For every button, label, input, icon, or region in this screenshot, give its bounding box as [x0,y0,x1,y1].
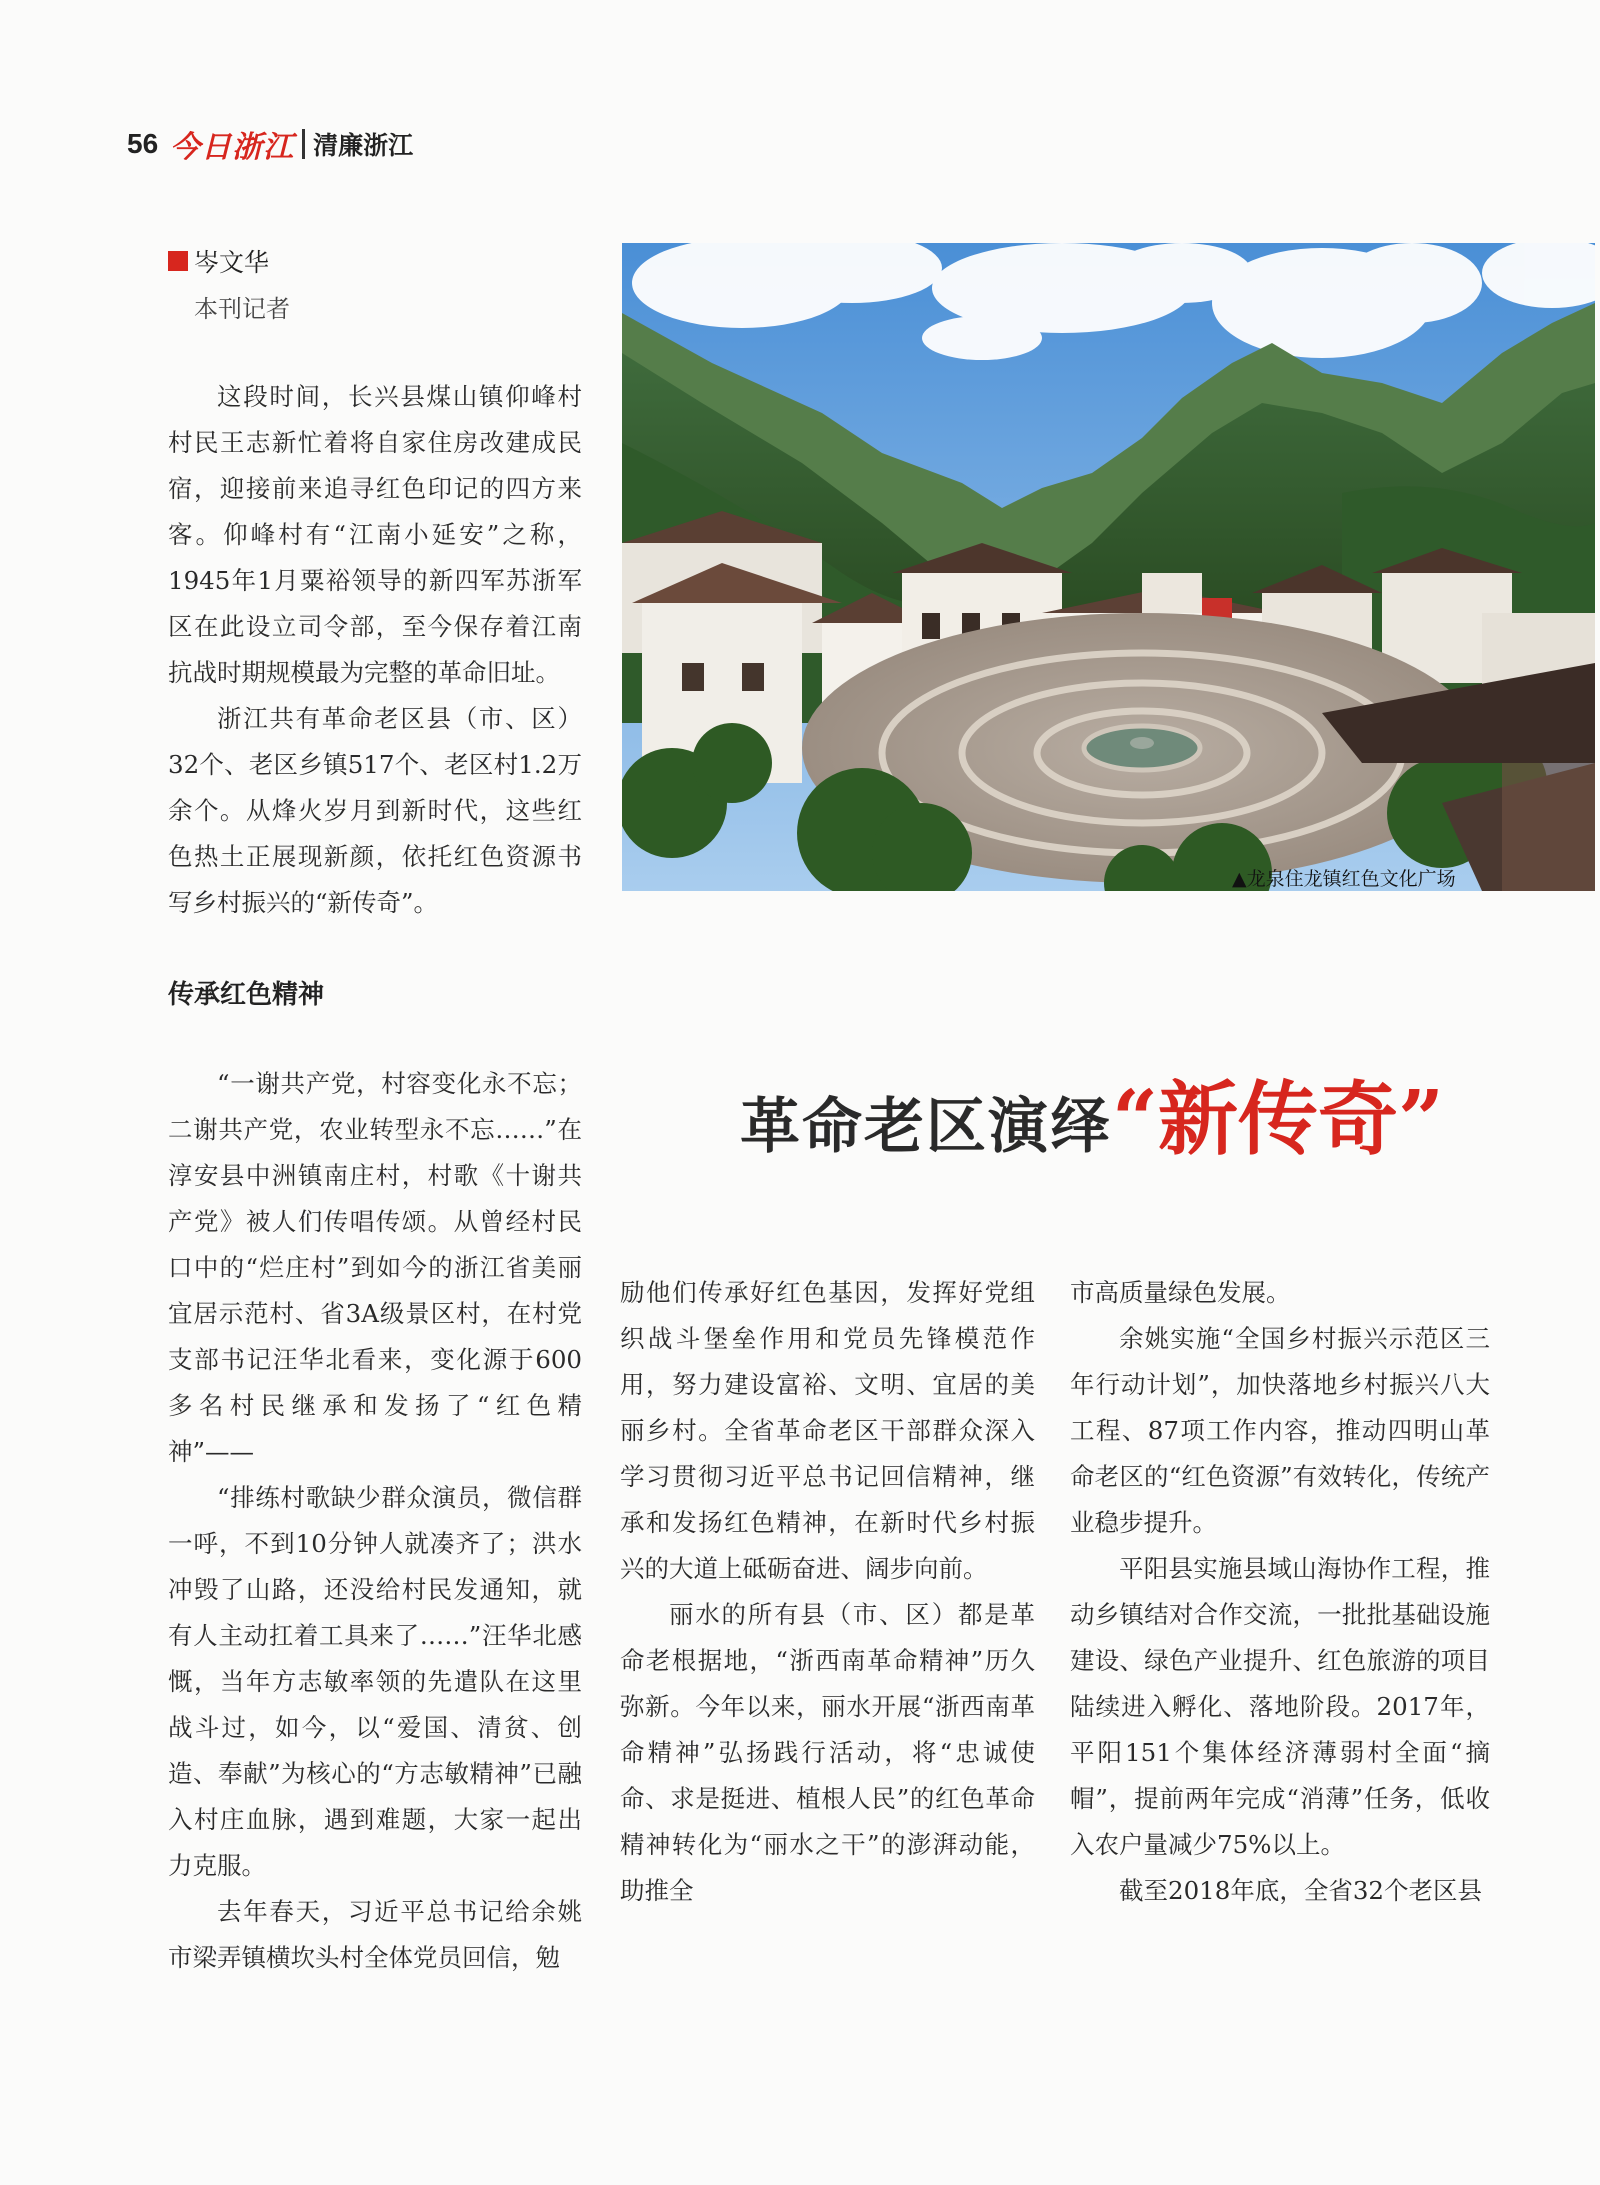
paragraph: 这段时间，长兴县煤山镇仰峰村村民王志新忙着将自家住房改建成民宿，迎接前来追寻红色印记的四方来客。仰峰村有“江南小延安”之称，1945年1月粟裕领导的新四军苏浙军区在此设立司令部，至今保存着江南抗战时期规模最为完整的革命旧址。 [168,382,582,687]
paragraph: 截至2018年底，全省32个老区县 [1119,1876,1483,1905]
title-accent: “新传奇” [1112,1072,1445,1166]
page-header [127,124,413,164]
article-title [740,1055,1444,1170]
title-main: 革命老区演绎 [740,1092,1112,1162]
photo-red-culture-square [622,243,1595,891]
author-name: 岑文华 [194,248,270,277]
page-number: 56 [127,128,159,159]
body-column-1-intro [168,374,582,926]
paragraph: 丽水的所有县（市、区）都是革命老根据地，“浙西南革命精神”历久弥新。今年以来，丽水开展“浙西南革命精神”弘扬践行活动，将“忠诚使命、求是挺进、植根人民”的红色革命精神转化为“丽水之干”的澎湃动能，助推全 [620,1600,1035,1905]
body-column-1 [168,1061,582,1981]
red-square-marker [168,251,188,271]
paragraph: 浙江共有革命老区县（市、区）32个、老区乡镇517个、老区村1.2万余个。从烽火岁月到新时代，这些红色热土正展现新颜，依托红色资源书写乡村振兴的“新传奇”。 [168,704,582,917]
body-column-2 [620,1270,1035,1914]
paragraph: 去年春天，习近平总书记给余姚市梁弄镇横坎头村全体党员回信，勉 [168,1897,582,1972]
photo-caption: ▲龙泉住龙镇红色文化广场 [1232,868,1456,890]
byline [168,243,290,324]
paragraph: 余姚实施“全国乡村振兴示范区三年行动计划”，加快落地乡村振兴八大工程、87项工作内容，推动四明山革命老区的“红色资源”有效转化，传统产业稳步提升。 [1070,1324,1490,1537]
column-name: 清廉浙江 [313,131,414,160]
paragraph: “一谢共产党，村容变化永不忘；二谢共产党，农业转型永不忘……”在淳安县中洲镇南庄村，村歌《十谢共产党》被人们传唱传颂。从曾经村民口中的“烂庄村”到如今的浙江省美丽宜居示范村、省3A级景区村，在村党支部书记汪华北看来，变化源于600多名村民继承和发扬了“红色精神”—— [168,1069,582,1466]
body-column-3 [1070,1270,1490,1914]
header-divider [302,129,305,159]
author-role: 本刊记者 [194,295,290,323]
magazine-logo: 今日浙江 [170,130,295,165]
paragraph: 励他们传承好红色基因，发挥好党组织战斗堡垒作用和党员先锋模范作用，努力建设富裕、文明、宜居的美丽乡村。全省革命老区干部群众深入学习贯彻习近平总书记回信精神，继承和发扬红色精神，在新时代乡村振兴的大道上砥砺奋进、阔步向前。 [620,1278,1035,1583]
section-heading: 传承红色精神 [168,980,325,1010]
paragraph: 平阳县实施县域山海协作工程，推动乡镇结对合作交流，一批批基础设施建设、绿色产业提升、红色旅游的项目陆续进入孵化、落地阶段。2017年，平阳151个集体经济薄弱村全面“摘帽”，提前两年完成“消薄”任务，低收入农户量减少75%以上。 [1070,1554,1490,1859]
paragraph: 市高质量绿色发展。 [1070,1278,1291,1307]
paragraph: “排练村歌缺少群众演员，微信群一呼，不到10分钟人就凑齐了；洪水冲毁了山路，还没给村民发通知，就有人主动扛着工具来了……”汪华北感慨，当年方志敏率领的先遣队在这里战斗过，如今，以“爱国、清贫、创造、奉献”为核心的“方志敏精神”已融入村庄血脉，遇到难题，大家一起出力克服。 [168,1483,582,1880]
